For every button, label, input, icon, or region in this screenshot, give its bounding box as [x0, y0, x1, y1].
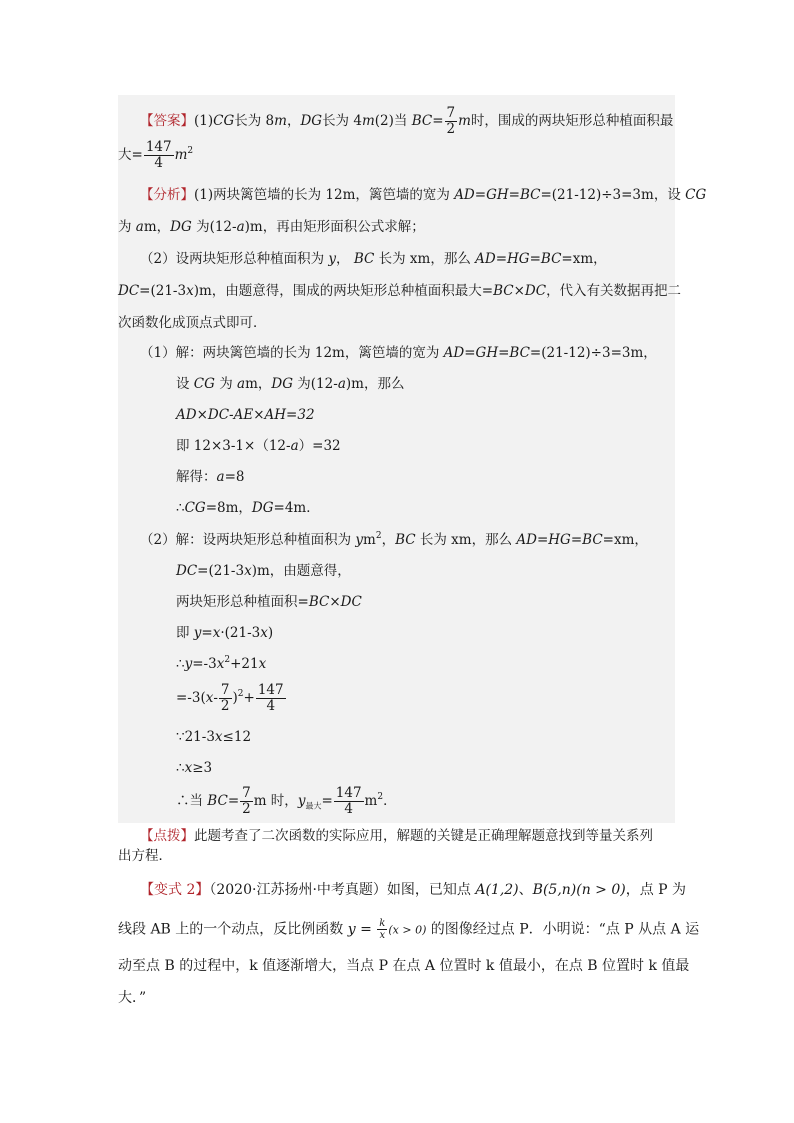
- fraction-7-2: $\frac{7}{2}$: [446, 105, 456, 137]
- solution2-line-1: （2）解：设两块矩形总种植面积为 $ym^2$，BC 长为 xm，那么 AD=HG=BC=xm，: [140, 531, 648, 548]
- variant-line-4: 大．”: [118, 990, 147, 1006]
- variant-line-2: 线段 AB 上的一个动点，反比例函数 y = $\frac{k}{x}$ (x > 0) 的图像经过点 P．小明说：“点 P 从点 A 运: [118, 918, 700, 941]
- analysis-line-3: （2）设两块矩形总种植面积为 y， BC 长为 xm，那么 AD=HG=BC=xm，: [140, 251, 607, 267]
- solution2-line-8: ∴x≥3: [176, 760, 213, 776]
- solution2-line-9: ∴当 BC= $\frac{7}{2}$ m 时，$y_{最大}=$ $\frac{147}{4}$ $m^2$．: [176, 785, 397, 817]
- variant-tag: 【变式 2】: [140, 882, 210, 898]
- solution1-line-1: （1）解：两块篱笆墙的长为 12m，篱笆墙的宽为 AD=GH=BC=(21-12)÷3=3m，: [140, 345, 657, 361]
- answer-tag: 【答案】: [140, 113, 194, 129]
- solution1-line-5: 解得：a=8: [176, 469, 245, 485]
- tip-line-1: 【点拨】此题考查了二次函数的实际应用，解题的关键是正确理解题意找到等量关系列: [140, 828, 653, 844]
- tip-tag: 【点拨】: [140, 828, 194, 844]
- solution2-line-7: ∵21-3x≤12: [176, 729, 252, 745]
- analysis-line-1: 【分析】(1)两块篱笆墙的长为 12m，篱笆墙的宽为 AD=GH=BC=(21-12)÷3=3m，设 CG: [140, 187, 707, 203]
- variant-line-3: 动至点 B 的过程中，k 值逐渐增大，当点 P 在点 A 位置时 k 值最小，在点 B 位置时 k 值最: [118, 958, 690, 974]
- solution2-line-3: 两块矩形总种植面积=BC×DC: [176, 594, 362, 610]
- solution1-line-6: ∴CG=8m，DG=4m．: [176, 500, 320, 516]
- solution1-line-2: 设 CG 为 am，DG 为(12-a)m，那么: [176, 376, 405, 392]
- solution1-line-4: 即 12×3-1×（12-a）=32: [176, 438, 341, 454]
- analysis-line-2: 为 am，DG 为(12-a)m，再由矩形面积公式求解；: [118, 219, 425, 235]
- answer-line-2: 大= $\frac{147}{4}$ $m^2$: [118, 139, 194, 171]
- fraction-147-4: $\frac{147}{4}$: [257, 682, 284, 714]
- solution2-line-4: 即 y=x·(21-3x): [176, 625, 274, 641]
- fraction-147-4: $\frac{147}{4}$: [335, 785, 362, 817]
- solution2-line-6: =-3(x- $\frac{7}{2}$ )$^2$+ $\frac{147}{4}$: [176, 682, 284, 714]
- solution2-line-2: DC=(21-3x)m，由题意得，: [176, 563, 351, 579]
- fraction-k-x: $\frac{k}{x}$: [379, 918, 386, 941]
- variant-line-1: 【变式 2】（2020·江苏扬州·中考真题）如图，已知点 A(1,2)、B(5,n)(n > 0)，点 P 为: [140, 882, 687, 898]
- analysis-line-5: 次函数化成顶点式即可．: [118, 315, 267, 331]
- analysis-line-4: DC=(21-3x)m，由题意得，围成的两块矩形总种植面积最大=BC×DC，代入有关数据再把二: [118, 283, 682, 299]
- fraction-7-2: $\frac{7}{2}$: [242, 785, 251, 817]
- tip-line-2: 出方程．: [118, 848, 172, 864]
- fraction-7-2: $\frac{7}{2}$: [220, 682, 230, 714]
- analysis-tag: 【分析】: [140, 187, 194, 203]
- answer-line-1: 【答案】(1)CG长为 8m，DG长为 4m(2)当 BC= $\frac{7}{2}$ m时，围成的两块矩形总种植面积最: [140, 105, 674, 137]
- fraction-147-4: $\frac{147}{4}$: [145, 139, 172, 171]
- solution1-line-3: AD×DC-AE×AH=32: [176, 407, 315, 423]
- solution2-line-5: $\therefore y=-3x^2+21x$: [176, 655, 267, 672]
